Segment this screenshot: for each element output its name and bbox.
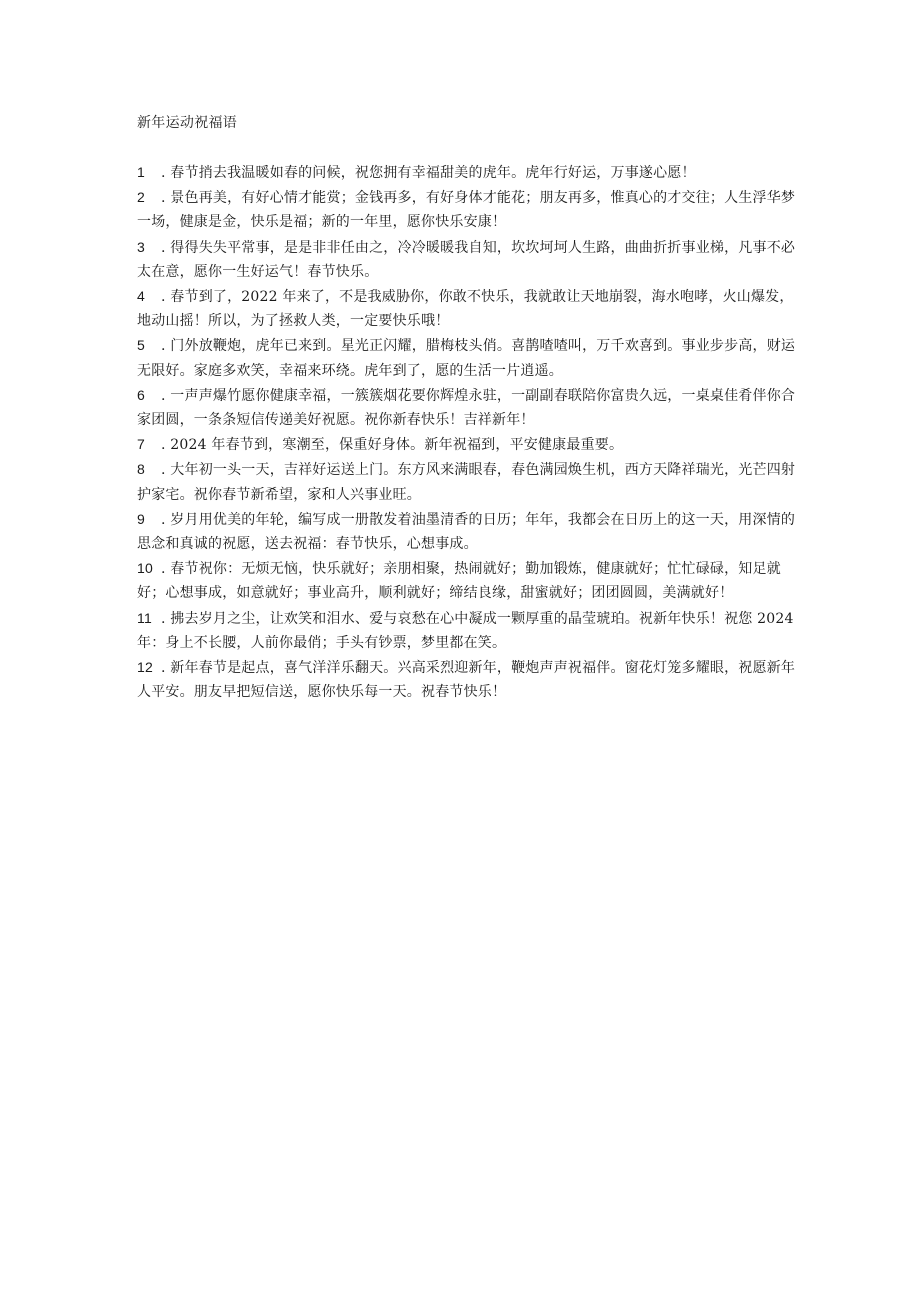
- document-title: 新年运动祝福语: [137, 115, 238, 131]
- item-text: . 春节祝你：无烦无恼，快乐就好；亲朋相聚，热闹就好；勤加锻炼，健康就好；忙忙碌碌，知足就好；心想事成，如意就好；事业高升，顺利就好；缔结良缘，甜蜜就好；团团圆圆，美满就好！: [137, 561, 781, 602]
- item-number: 3: [137, 238, 145, 255]
- item-text: . 春节捎去我温暖如春的问候，祝您拥有幸福甜美的虎年。虎年行好运，万事遂心愿！: [161, 165, 696, 181]
- item-text: . 一声声爆竹愿你健康幸福，一簇簇烟花要你辉煌永驻，一副副春联陪你富贵久远，一桌桌佳肴伴你合家团圆，一条条短信传递美好祝愿。祝你新春快乐！吉祥新年！: [137, 387, 796, 429]
- item-text: . 门外放鞭炮，虎年已来到。星光正闪耀，腊梅枝头俏。喜鹊喳喳叫，万千欢喜到。事业步步高，财运无限好。家庭多欢笑，幸福来环绕。虎年到了，愿的生活一片逍遥。: [137, 338, 796, 379]
- list-item: [137, 556, 797, 605]
- item-number: 5: [137, 337, 145, 354]
- list-item: [137, 333, 797, 382]
- list-item: [137, 235, 797, 284]
- item-number: 10: [137, 560, 153, 577]
- list-item: [137, 507, 797, 556]
- item-number: 11: [137, 609, 152, 626]
- item-number: 6: [137, 386, 145, 403]
- item-text: . 拂去岁月之尘，让欢笑和泪水、爱与哀愁在心中凝成一颗厚重的晶莹琥珀。祝新年快乐！祝您 2024 年：身上不长腰，人前你最俏；手头有钞票，梦里都在笑。: [137, 610, 794, 651]
- list-item: [137, 185, 797, 234]
- item-number: 7: [137, 436, 145, 453]
- item-text: . 2024 年春节到，寒潮至，保重好身体。新年祝福到，平安健康最重要。: [161, 437, 624, 454]
- item-text: . 景色再美，有好心情才能赏；金钱再多，有好身体才能花；朋友再多，惟真心的才交往；人生浮华梦一场，健康是金，快乐是福；新的一年里，愿你快乐安康！: [137, 190, 796, 231]
- item-text: . 新年春节是起点，喜气洋洋乐翻天。兴高采烈迎新年，鞭炮声声祝福伴。窗花灯笼多耀眼，祝愿新年人平安。朋友早把短信送，愿你快乐每一天。祝春节快乐！: [137, 660, 796, 701]
- list-item: [137, 284, 797, 333]
- list-item: [137, 655, 797, 704]
- item-text: . 大年初一头一天，吉祥好运送上门。东方风来满眼春，春色满园焕生机，西方天降祥瑞光，光芒四射护家宅。祝你春节新希望，家和人兴事业旺。: [137, 462, 796, 503]
- item-number: 8: [137, 461, 145, 478]
- list-item: [137, 160, 797, 185]
- list-item: [137, 606, 797, 655]
- item-number: 2: [137, 189, 145, 206]
- item-number: 9: [137, 510, 145, 527]
- item-number: 4: [137, 288, 145, 305]
- item-text: . 得得失失平常事，是是非非任由之，冷冷暖暖我自知，坎坎坷坷人生路，曲曲折折事业梯，凡事不必太在意，愿你一生好运气！春节快乐。: [137, 239, 796, 280]
- list-item: [137, 457, 797, 506]
- item-number: 1: [137, 164, 145, 180]
- item-number: 12: [137, 659, 153, 676]
- item-text: . 岁月用优美的年轮，编写成一册散发着油墨清香的日历；年年，我都会在日历上的这一天，用深情的思念和真诚的祝愿，送去祝福：春节快乐，心想事成。: [137, 511, 796, 553]
- item-text: . 春节到了，2022 年来了，不是我威胁你，你敢不快乐，我就敢让天地崩裂，海水咆哮，火山爆发，地动山摇！所以，为了拯救人类，一定要快乐哦！: [137, 289, 794, 330]
- list-item: [137, 383, 797, 432]
- greeting-list: [137, 160, 797, 704]
- list-item: [137, 432, 797, 457]
